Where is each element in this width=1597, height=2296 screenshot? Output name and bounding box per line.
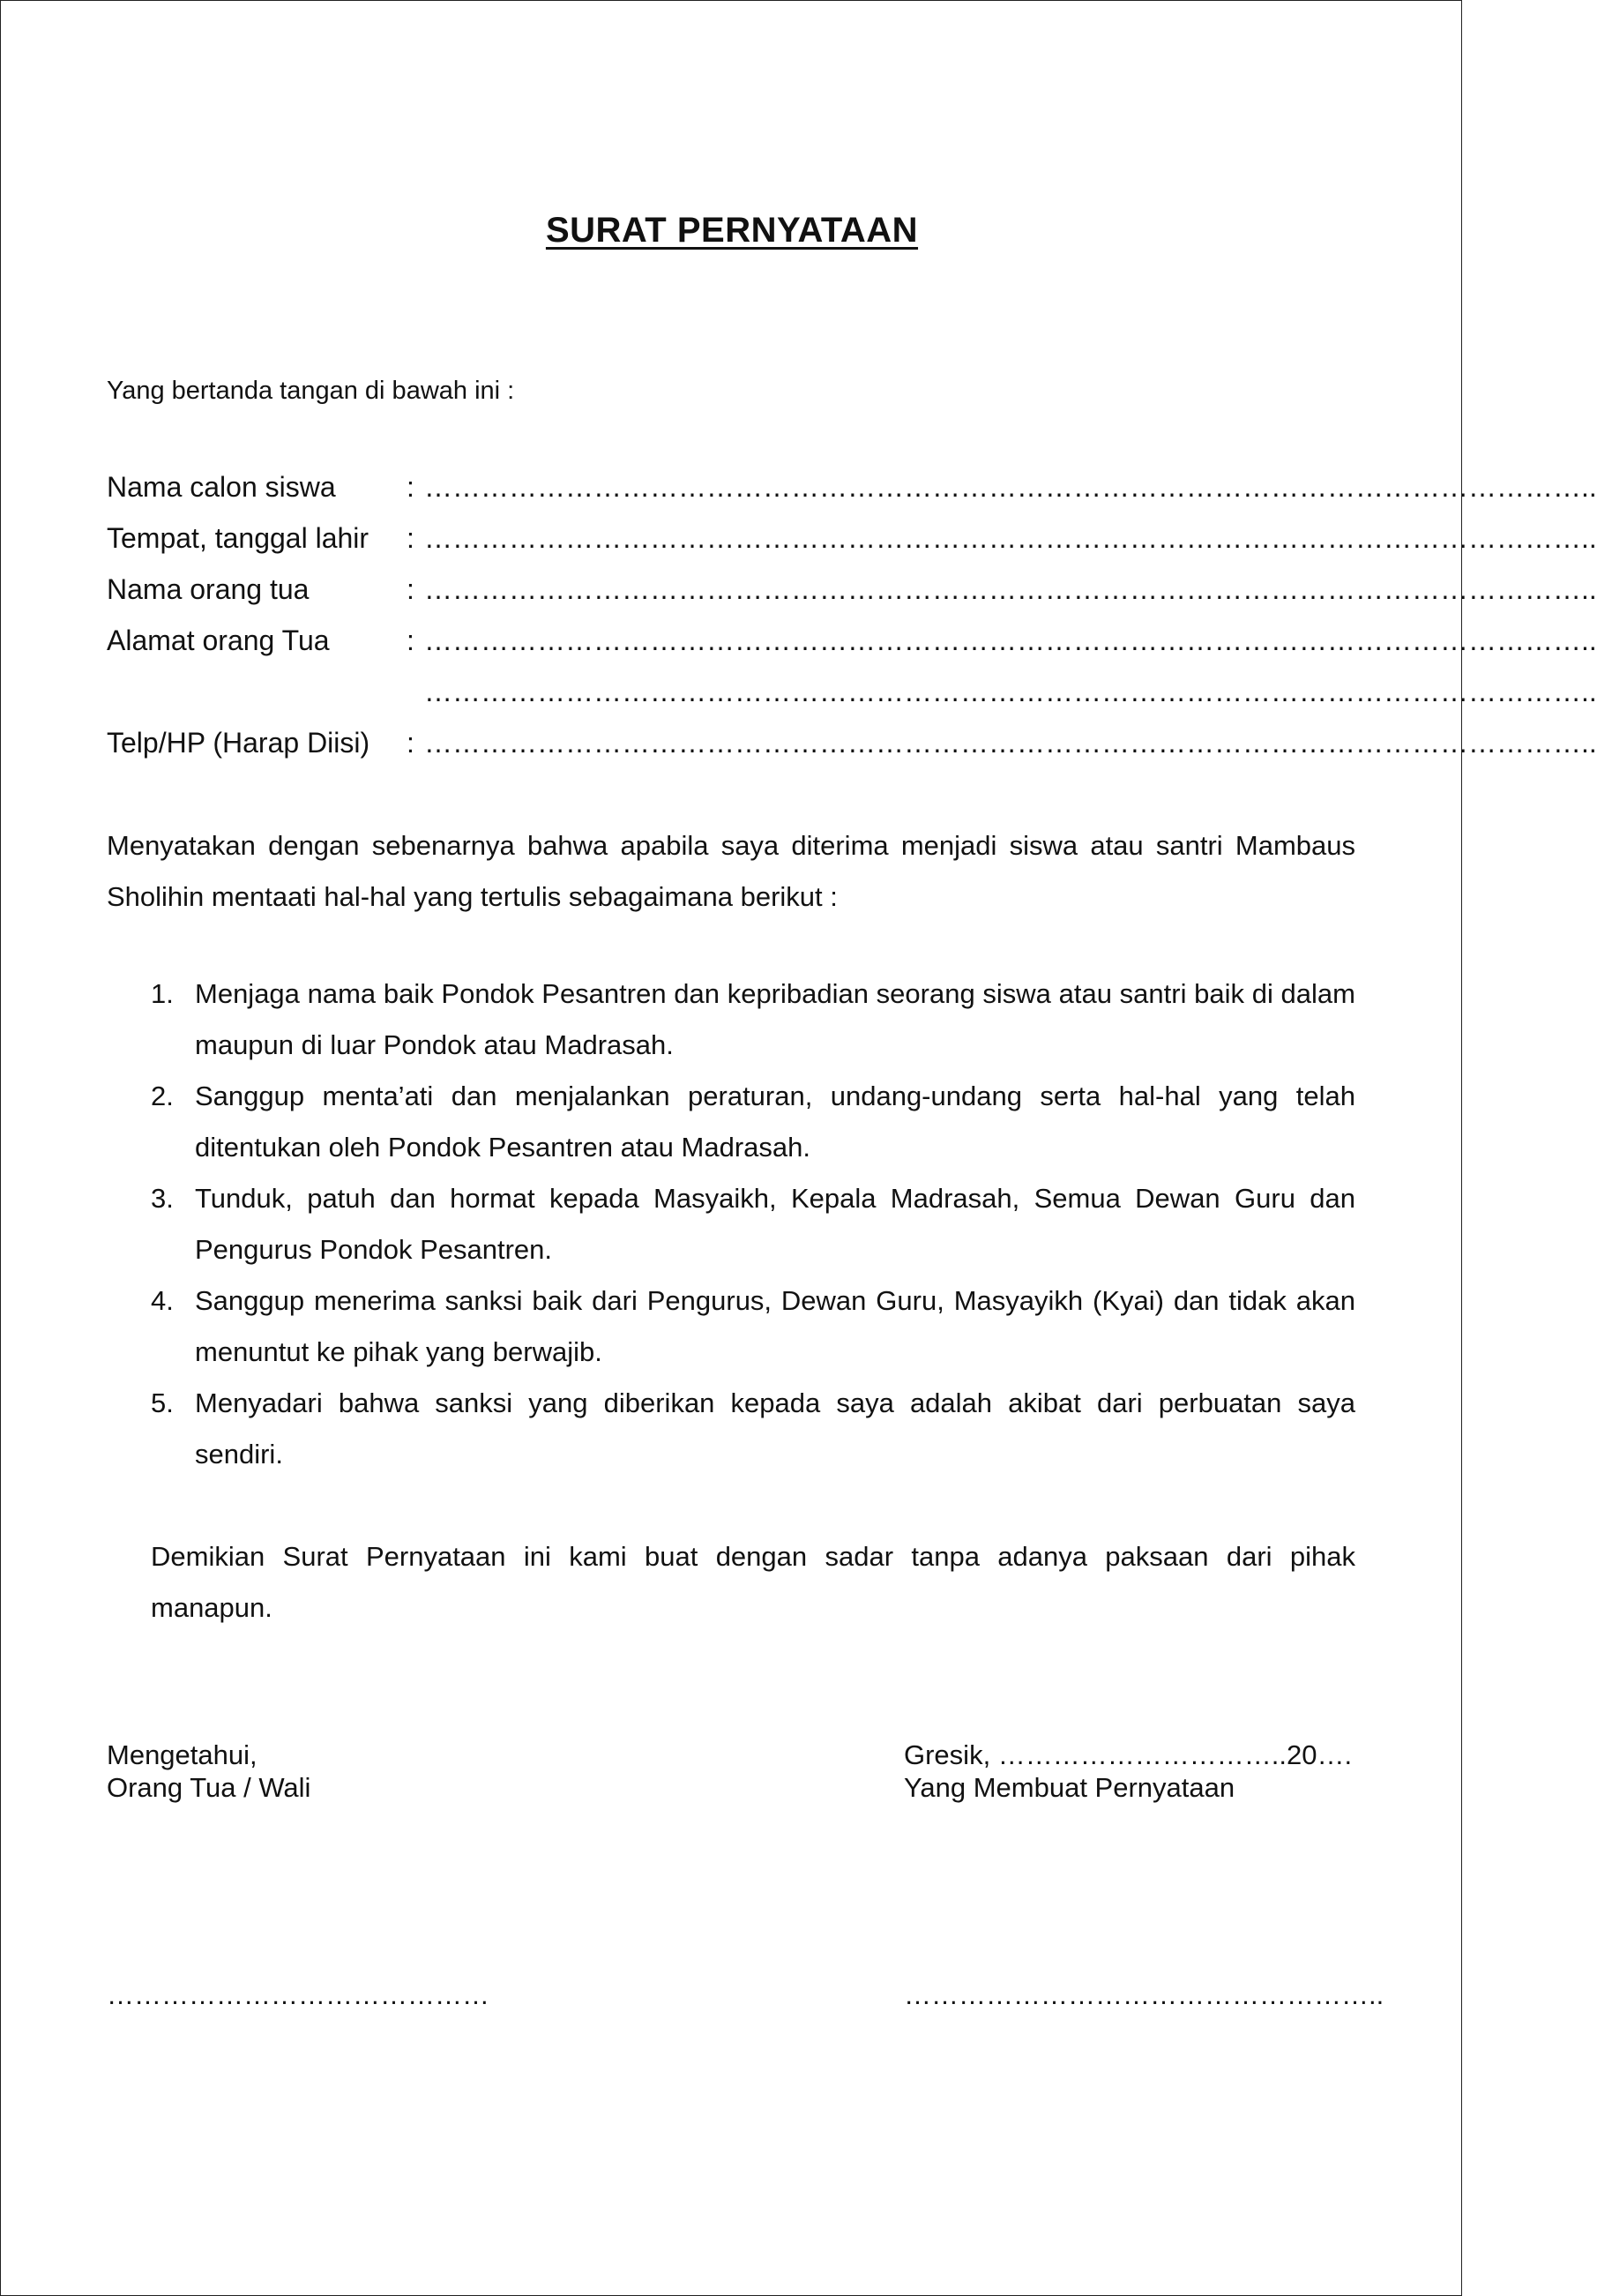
field-blank-line: ……………………………………………………………………………………………………………..	[424, 676, 1597, 707]
closing-paragraph: Demikian Surat Pernyataan ini kami buat dengan sadar tanpa adanya paksaan dari pihak manapun.	[151, 1541, 1355, 1623]
list-number: 4.	[151, 1285, 174, 1316]
list-item	[151, 1173, 1355, 1275]
field-blank-line: ……………………………………………………………………………………………………………..	[424, 727, 1597, 759]
intro-text: Yang bertanda tangan di bawah ini :	[107, 377, 515, 405]
list-number: 5.	[151, 1387, 174, 1418]
field-alamat-continued	[107, 676, 1597, 711]
field-colon: :	[407, 573, 414, 605]
list-item	[151, 1071, 1355, 1173]
statement-paragraph: Menyatakan dengan sebenarnya bahwa apabila saya diterima menjadi siswa atau santri Mambaus Sholihin mentaati hal-hal yang tertulis sebagaimana berikut :	[107, 830, 1355, 912]
signature-role: Orang Tua / Wali	[107, 1772, 311, 1803]
field-colon: :	[407, 727, 414, 759]
field-alamat-orang-tua	[107, 624, 1597, 660]
list-item	[151, 969, 1355, 1071]
rules-list	[151, 969, 1355, 1480]
field-colon: :	[407, 522, 414, 554]
list-text: Sanggup menerima sanksi baik dari Pengurus, Dewan Guru, Masyayikh (Kyai) dan tidak akan menuntut ke pihak yang berwajib.	[195, 1285, 1355, 1367]
field-label: Nama calon siswa	[107, 471, 336, 503]
place-date-line: Gresik, …………………………..20….	[904, 1739, 1353, 1770]
document-title: SURAT PERNYATAAN	[545, 211, 919, 250]
list-item	[151, 1275, 1355, 1378]
signature-role: Yang Membuat Pernyataan	[904, 1772, 1235, 1803]
signature-heading: Mengetahui,	[107, 1739, 257, 1770]
field-label: Nama orang tua	[107, 573, 310, 605]
field-label: Alamat orang Tua	[107, 624, 330, 656]
parent-signature-line: ……………………………………	[107, 1979, 489, 2010]
field-tempat-tanggal-lahir	[107, 522, 1597, 557]
field-label: Tempat, tanggal lahir	[107, 522, 369, 554]
list-number: 3.	[151, 1183, 174, 1214]
field-colon: :	[407, 471, 414, 503]
signature-block-parent	[107, 1739, 310, 1804]
student-signature-line: ……………………………………………..	[904, 1979, 1384, 2010]
list-number: 1.	[151, 978, 174, 1009]
signature-block-student	[904, 1739, 1352, 1804]
field-nama-orang-tua	[107, 573, 1597, 609]
field-telp-hp	[107, 727, 1597, 762]
list-number: 2.	[151, 1081, 174, 1111]
list-text: Menyadari bahwa sanksi yang diberikan kepada saya adalah akibat dari perbuatan saya sendiri.	[195, 1387, 1355, 1470]
field-blank-line: ……………………………………………………………………………………………………………..	[424, 471, 1597, 503]
field-blank-line: ……………………………………………………………………………………………………………..	[424, 624, 1597, 656]
field-colon: :	[407, 624, 414, 656]
list-item	[151, 1378, 1355, 1480]
field-blank-line: ……………………………………………………………………………………………………………..	[424, 573, 1597, 605]
list-text: Tunduk, patuh dan hormat kepada Masyaikh, Kepala Madrasah, Semua Dewan Guru dan Pengurus Pondok Pesantren.	[195, 1183, 1355, 1265]
field-blank-line: ……………………………………………………………………………………………………………..	[424, 522, 1597, 554]
list-text: Menjaga nama baik Pondok Pesantren dan kepribadian seorang siswa atau santri baik di dalam maupun di luar Pondok atau Madrasah.	[195, 978, 1355, 1060]
field-nama-calon-siswa	[107, 471, 1597, 506]
list-text: Sanggup menta’ati dan menjalankan peraturan, undang-undang serta hal-hal yang telah ditentukan oleh Pondok Pesantren atau Madrasah.	[195, 1081, 1355, 1163]
field-label: Telp/HP (Harap Diisi)	[107, 727, 370, 759]
